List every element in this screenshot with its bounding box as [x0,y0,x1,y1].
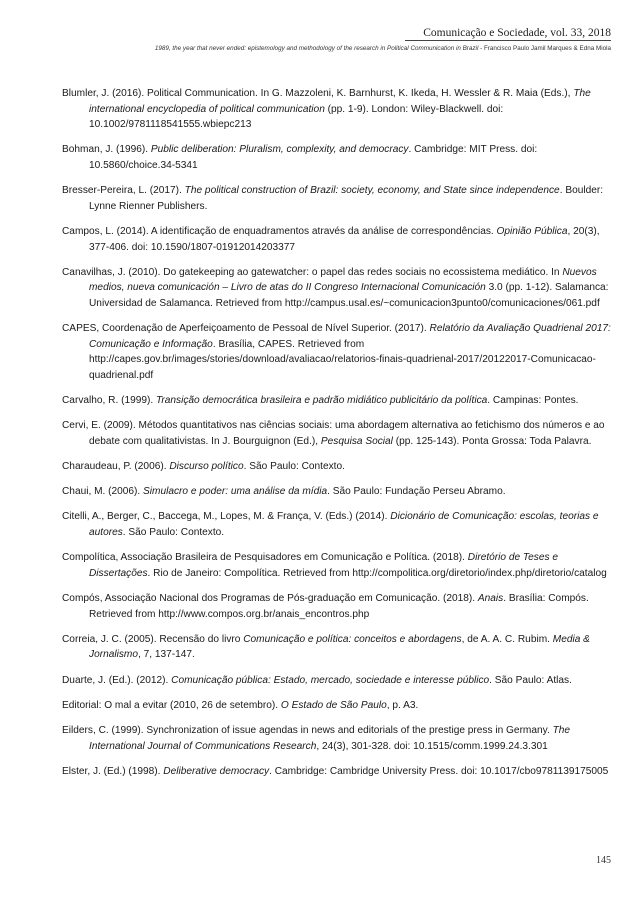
reference-entry: Bresser-Pereira, L. (2017). The political construction of Brazil: society, economy, and State since independence. Boulder: Lynne Rienner Publishers. [62,185,604,212]
reference-entry: Citelli, A., Berger, C., Baccega, M., Lopes, M. & França, V. (Eds.) (2014). Dicionário de Comunicação: escolas, teorias e autores. São Paulo: Contexto. [62,511,599,538]
reference-entry: Correia, J. C. (2005). Recensão do livro Comunicação e política: conceitos e abordagens, de A. A. C. Rubim. Media & Jornalismo, 7, 137-147. [62,633,590,661]
reference-entry: Eilders, C. (1999). Synchronization of issue agendas in news and editorials of the prestige press in Germany. The International Journal of Communications Research, 24(3), 301-328. doi: 10.1515/comm.1999.24.3.301 [62,724,571,752]
reference-entry: Campos, L. (2014). A identificação de enquadramentos através da análise de correspondências. Opinião Pública, 20(3), 377-406. doi: 10.1590/1807-01912014203377 [62,225,600,253]
reference-entry: Compós, Associação Nacional dos Programas de Pós-graduação em Comunicação. (2018). Anais. Brasília: Compós. Retrieved from http://www.compos.org.br/anais_encontros.php [62,592,589,620]
article-title: 1989, the year that never ended: epistemology and methodology of the research in Political Communication in Brazil [154,45,479,52]
reference-entry: Chaui, M. (2006). Simulacro e poder: uma análise da mídia. São Paulo: Fundação Perseu Abramo. [62,486,506,498]
article-authors: - Francisco Paulo Jamil Marques & Edna Miola [478,45,611,52]
reference-entry: CAPES, Coordenação de Aperfeiçoamento de Pessoal de Nível Superior. (2017). Relatório da Avaliação Quadrienal 2017: Comunicação e Informação. Brasília, CAPES. Retrieved from http://capes.gov.br/images/stories/download/avaliacao/relatorios-finais-quadrienal-2017/20122017-Comunicacao-quadrienal.pdf [62,323,611,381]
journal-title: Comunicação e Sociedade, vol. 33, 2018 [405,27,611,41]
reference-entry: Editorial: O mal a evitar (2010, 26 de setembro). O Estado de São Paulo, p. A3. [62,699,419,711]
reference-entry: Blumler, J. (2016). Political Communication. In G. Mazzoleni, K. Barnhurst, K. Ikeda, H. Wessler & R. Maia (Eds.), The international encyclopedia of political communication (pp. 1-9). London: Wiley-Blackwell. doi: 10.1002/9781118541555.wbiepc213 [62,88,591,131]
article-running-head [155,45,611,52]
reference-entry: Carvalho, R. (1999). Transição democrática brasileira e padrão midiático publicitário da política. Campinas: Pontes. [62,395,579,407]
page-number: 145 [596,855,611,866]
reference-entry: Bohman, J. (1996). Public deliberation: Pluralism, complexity, and democracy. Cambridge: MIT Press. doi: 10.5860/choice.34-5341 [62,144,538,171]
reference-entry: Compolítica, Associação Brasileira de Pesquisadores em Comunicação e Política. (2018). Diretório de Teses e Dissertações. Rio de Janeiro: Compolítica. Retrieved from http://compolitica.org/diretorio/index.php/diretorio/catalog [62,552,607,579]
reference-entry: Elster, J. (Ed.) (1998). Deliberative democracy. Cambridge: Cambridge University Press. doi: 10.1017/cbo9781139175005 [62,765,609,777]
reference-entry: Canavilhas, J. (2010). Do gatekeeping ao gatewatcher: o papel das redes sociais no ecossistema mediático. In Nuevos medios, nueva comunicación – Livro de atas do II Congreso Internacional Comunicación 3.0 (pp. 1-12). Salamanca: Universidad de Salamanca. Retrieved from http://campus.usal.es/~comunicacion3punto0/comunicaciones/061.pdf [62,266,609,309]
reference-list [62,86,617,789]
reference-entry: Duarte, J. (Ed.). (2012). Comunicação pública: Estado, mercado, sociedade e interesse público. São Paulo: Atlas. [62,674,572,686]
reference-entry: Charaudeau, P. (2006). Discurso político. São Paulo: Contexto. [62,461,345,473]
reference-entry: Cervi, E. (2009). Métodos quantitativos nas ciências sociais: uma abordagem alternativa ao fetichismo dos números e ao debate com qualitativistas. In J. Bourguignon (Ed.), Pesquisa Social (pp. 125-143). Ponta Grossa: Toda Palavra. [62,420,605,447]
